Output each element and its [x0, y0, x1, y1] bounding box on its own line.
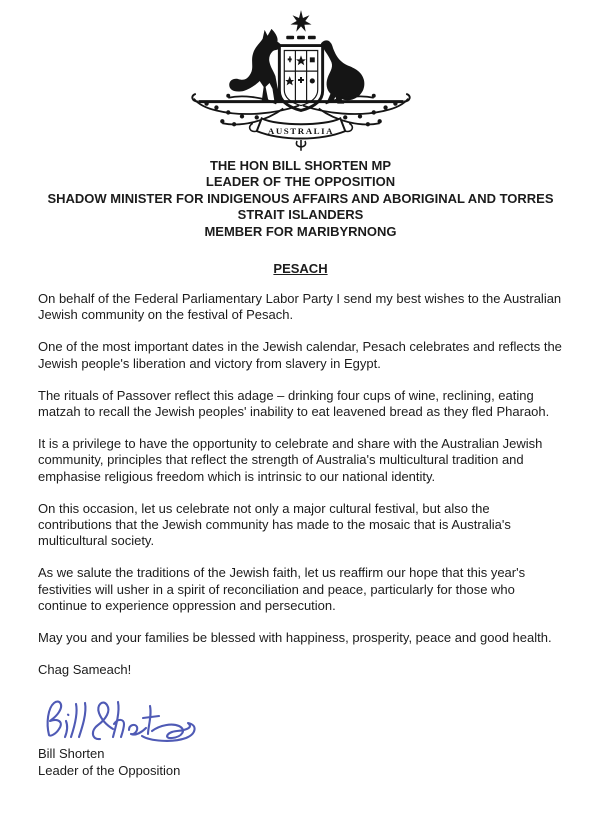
paragraph: It is a privilege to have the opportunity to celebrate and share with the Australian Jewish community, principles that reflect the strength of Australia's multicultural tradition and emphasise religious freedom which is intrinsic to our national identity.: [38, 436, 543, 484]
letterhead-line-name: THE HON BILL SHORTEN MP: [209, 158, 392, 173]
paragraph: One of the most important dates in the Jewish calendar, Pesach celebrates and reflects the Jewish people's liberation and victory from slavery in Egypt.: [38, 339, 562, 371]
letterhead-line-electorate: MEMBER FOR MARIBYRNONG: [204, 223, 397, 239]
crest-wreath: [286, 36, 316, 40]
paragraph: On behalf of the Federal Parliamentary Labor Party I send my best wishes to the Australian Jewish community on the festival of Pesach.: [38, 291, 562, 323]
letterhead-line-portfolio: SHADOW MINISTER FOR INDIGENOUS AFFAIRS AND ABORIGINAL AND TORRES STRAIT ISLANDERS: [47, 190, 554, 223]
paragraph: The rituals of Passover reflect this adage – drinking four cups of wine, reclining, eating matzah to recall the Jewish peoples' inability to eat leavened bread as they fled Pharaoh.: [38, 387, 550, 420]
scroll-label: AUSTRALIA: [267, 126, 334, 137]
kangaroo-icon: [229, 29, 281, 102]
scroll-tie: [296, 140, 305, 151]
letterhead-line-role: LEADER OF THE OPPOSITION: [205, 174, 396, 190]
letter-body: [38, 291, 563, 678]
paragraph: As we salute the traditions of the Jewish faith, let us reaffirm our hope that this year's festivities will usher in a spirit of reconciliation and peace, particularly for those who continue to experience oppression and persecution.: [38, 565, 526, 613]
commonwealth-star-icon: [290, 10, 311, 32]
letterhead: [38, 158, 563, 240]
letter-title: PESACH: [273, 261, 328, 277]
signature-image: [38, 694, 208, 744]
signatory-role: Leader of the Opposition: [38, 762, 181, 778]
signatory-name: Bill Shorten: [38, 746, 105, 762]
closing-line: Chag Sameach!: [38, 662, 132, 678]
signature-block: [38, 694, 563, 778]
signature-ink-strokes: [48, 702, 195, 741]
australia-scroll: [249, 118, 352, 150]
coat-of-arms: [38, 6, 563, 154]
coat-of-arms-icon: [183, 6, 419, 154]
paragraph: May you and your families be blessed with happiness, prosperity, peace and good health.: [38, 630, 552, 646]
paragraph: On this occasion, let us celebrate not only a major cultural festival, but also the contributions that the Jewish community has made to the mosaic that is Australia's multicultural society.: [38, 500, 511, 549]
emu-icon: [320, 40, 364, 103]
